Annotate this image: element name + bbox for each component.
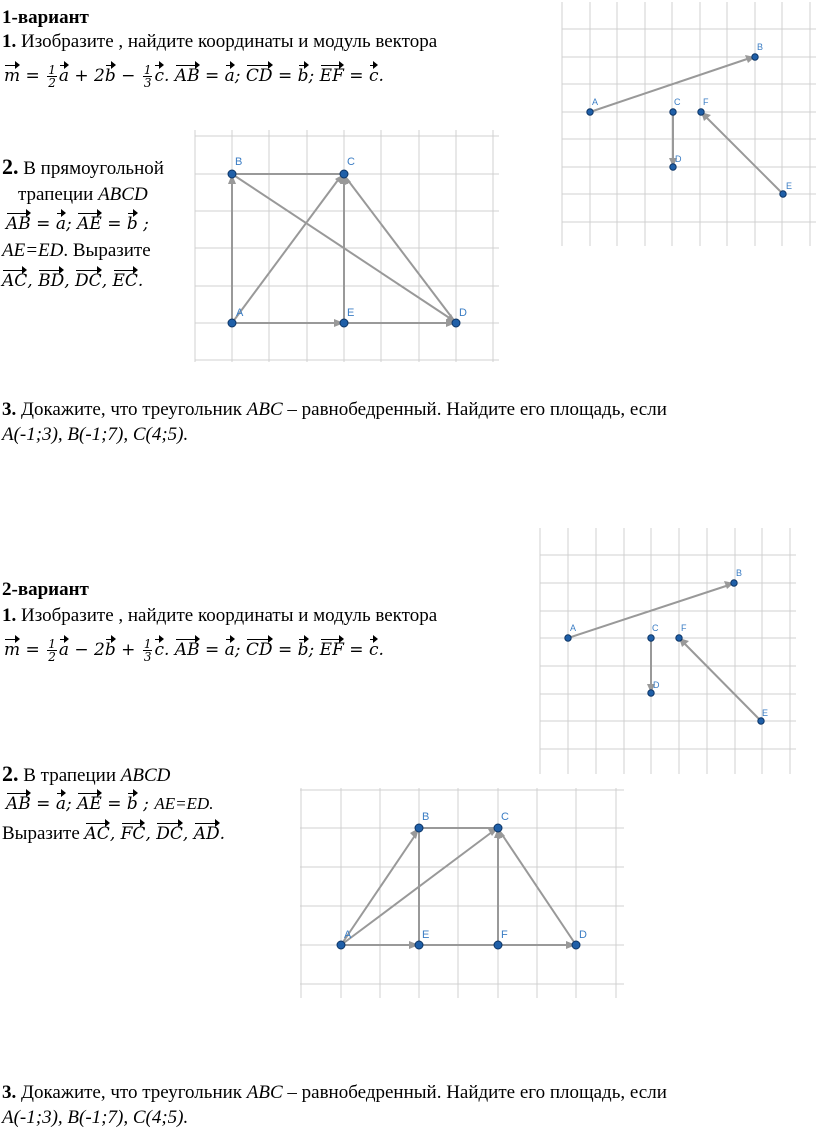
v2-semi2: ; (308, 640, 315, 660)
v1-semi1: ; (234, 66, 241, 86)
v1t-point-C (340, 170, 348, 178)
v1-task3-text2: – равнобедренный. Найдите его площадь, если (287, 399, 667, 420)
v1-tail: . (163, 66, 175, 86)
v2-vec-b: b (104, 640, 116, 660)
v2-frac1-num: 1 (48, 637, 56, 651)
v1t-label-C: C (347, 156, 355, 168)
v2-vec-c: c (154, 640, 164, 660)
v1f-label-D: D (675, 154, 682, 164)
v1f-vector-EF (704, 115, 783, 194)
v1-vec-EF: EF (319, 66, 344, 86)
v1t-vector-DC (347, 179, 456, 323)
v1-t2-vec-AE: AE (77, 214, 102, 234)
v1-task3-number: 3. (2, 399, 17, 420)
v2-t2-aeed: AE=ED. (154, 794, 214, 813)
v2f-label-F: F (681, 623, 687, 633)
v2t-point-C (494, 824, 502, 832)
v2t-label-F: F (501, 929, 508, 941)
v2-minus: − (74, 640, 89, 660)
v2-eq: = (25, 640, 40, 660)
v2f-point-C (648, 635, 654, 641)
v2-task3-text2: – равнобедренный. Найдите его площадь, если (287, 1082, 667, 1103)
v2-t2-vec-a: a (55, 794, 66, 814)
v1-t2-vec-EC: EC (112, 271, 138, 291)
v1-minus: − (121, 66, 136, 86)
v2-frac2-den: 3 (143, 650, 152, 664)
v2-vec-c2: c (368, 640, 379, 660)
v2-task1-formula (4, 638, 384, 663)
v2-coef2: 2 (94, 640, 105, 660)
v1-vec-c: c (154, 66, 164, 86)
v1f-point-F (698, 109, 704, 115)
v2t-label-A: A (344, 929, 352, 941)
v2-eq-ab: = (204, 640, 220, 660)
v1-task2-line4 (2, 239, 151, 263)
variant1-heading: 1-вариант (2, 7, 89, 28)
v1f-label-B: B (757, 42, 764, 52)
v2-task1-text (2, 604, 437, 628)
v2-t2-vec-FC: FC (120, 824, 146, 844)
v2-vec-CD: CD (245, 640, 273, 660)
v1f-point-E (780, 191, 786, 197)
v2-eq-ef: = (349, 640, 364, 660)
v1-semi2: ; (308, 66, 315, 86)
v2-vectors-figure (540, 528, 796, 774)
v1-eq-cd: = (277, 66, 293, 86)
v2f-point-D (648, 690, 654, 696)
v1-vec-b2: b (297, 66, 309, 86)
v1t-vector-AC (232, 180, 338, 323)
v2-tail: . (163, 640, 175, 660)
v2t-point-F (494, 941, 502, 949)
v1-frac2 (143, 64, 153, 89)
v2-task2-line2: AB = a; AE = b ; AE=ED. (6, 794, 214, 814)
variant2-heading: 2-вариант (2, 579, 89, 600)
v2-trapezoid-figure (300, 788, 624, 998)
v2t-point-E (415, 941, 423, 949)
v2t-point-A (337, 941, 345, 949)
v1f-vector-AB (590, 58, 750, 112)
v2-task3-coords: A(-1;3), B(-1;7), C(4;5). (2, 1107, 189, 1128)
v1-vec-a2: a (224, 66, 235, 86)
v2-task2-abcd: ABCD (120, 765, 171, 786)
v2-task2-line1 (2, 762, 170, 788)
v1t-vector-BD (232, 174, 451, 319)
v2-vec-EF: EF (319, 640, 344, 660)
v2-eq-cd: = (277, 640, 293, 660)
v1-frac2-den: 3 (143, 76, 152, 90)
v1-task3-coords: A(-1;3), B(-1;7), C(4;5). (2, 424, 189, 445)
v2f-label-E: E (762, 708, 769, 718)
v2-semi1: ; (234, 640, 241, 660)
v1t-point-A (228, 319, 236, 327)
v2-plus: + (121, 640, 136, 660)
v2-t2-vec-AB: AB (6, 794, 31, 814)
v1-trapezoid-figure (195, 130, 499, 362)
v1-t2-vec-DC: DC (75, 271, 102, 291)
v1-dot: . (378, 66, 384, 86)
v2t-point-D (572, 941, 580, 949)
v1t-label-A: A (236, 307, 244, 319)
v1-vectors-figure (562, 2, 816, 246)
v1-frac1 (47, 64, 57, 89)
v1-vec-m: m (4, 66, 21, 86)
v1-frac1-num: 1 (48, 63, 56, 77)
v2-t2-vec-b: b (126, 794, 138, 814)
v1-task2-abcd: ABCD (98, 184, 148, 205)
v2f-label-A: A (570, 623, 577, 633)
v1-task2-line5: AC, BD, DC, EC. (2, 271, 144, 291)
v2-frac2-num: 1 (143, 637, 152, 651)
v1-task1-text (2, 30, 437, 54)
v1-task3-text1: Докажите, что треугольник (21, 399, 243, 420)
v1f-point-C (670, 109, 676, 115)
v1-frac1-den: 2 (48, 76, 56, 90)
v2-vec-AB: AB (174, 640, 200, 660)
v2-t2-vec-AD: AD (193, 824, 220, 844)
v1-vec-c2: c (368, 66, 379, 86)
v1-vec-a: a (58, 66, 69, 86)
v2f-point-B (731, 580, 737, 586)
v2-task3-number: 3. (2, 1082, 17, 1103)
v2-task1-statement: Изобразите , найдите координаты и модуль вектора (21, 605, 438, 626)
v2t-vector-AC (341, 832, 492, 945)
v1-task1-statement: Изобразите , найдите координаты и модуль вектора (21, 31, 438, 52)
v1-t2-aeed: AE=ED (2, 240, 64, 261)
v2-t2-express: Выразите (2, 823, 80, 844)
v2-frac1-den: 2 (48, 650, 56, 664)
v2-dot: . (378, 640, 384, 660)
v1f-label-A: A (592, 97, 599, 107)
v1-task3-line1 (2, 398, 667, 422)
v1f-label-C: C (674, 97, 681, 107)
v1-vec-CD: CD (245, 66, 273, 86)
v1f-point-A (587, 109, 593, 115)
v2f-label-D: D (653, 680, 660, 690)
v1-eq-ef: = (349, 66, 364, 86)
v2-vec-b2: b (297, 640, 309, 660)
v2t-vector-DC (501, 833, 576, 945)
v1t-label-D: D (459, 307, 467, 319)
v1-eq-ab: = (204, 66, 220, 86)
v1-t2-vec-a: a (55, 214, 66, 234)
v2f-point-F (676, 635, 682, 641)
v1-vec-AB: AB (174, 66, 200, 86)
v1t-point-E (340, 319, 348, 327)
v2t-label-E: E (422, 929, 430, 941)
v2-t2-vec-DC: DC (156, 824, 183, 844)
v1-task2-line1 (2, 155, 164, 181)
v2-t2-vec-AE: AE (77, 794, 102, 814)
v1-t2-vec-AB: AB (6, 214, 31, 234)
v1-plus: + (74, 66, 89, 86)
v2-t2-vec-AC: AC (84, 824, 110, 844)
v1f-point-D (670, 164, 676, 170)
v1t-label-E: E (347, 307, 355, 319)
v2f-vector-EF (682, 641, 761, 721)
v1-task1-number: 1. (2, 31, 17, 52)
v2-task2-line3: Выразите AC, FC, DC, AD. (2, 823, 226, 844)
v1t-point-D (452, 319, 460, 327)
v2t-vector-AB (341, 834, 416, 945)
v1-task3-abc: ABC (246, 399, 283, 420)
v2-vec-a: a (58, 640, 69, 660)
v2t-label-C: C (501, 811, 509, 823)
v1t-label-B: B (235, 156, 243, 168)
v2-vec-a2: a (224, 640, 235, 660)
v1-task2-l1: В прямоугольной (23, 158, 164, 179)
v2-task1-number: 1. (2, 605, 17, 626)
v2t-label-D: D (579, 929, 587, 941)
v1-vec-b: b (104, 66, 116, 86)
v2-task3-line1 (2, 1081, 667, 1105)
v1-eq: = (25, 66, 40, 86)
v1-coef2: 2 (94, 66, 105, 86)
v1-t2-vec-BD: BD (38, 271, 65, 291)
v2-vec-m: m (4, 640, 21, 660)
v2-task2-number: 2. (2, 761, 19, 786)
v1-frac2-num: 1 (143, 63, 152, 77)
v1-t2-express: . Выразите (63, 240, 151, 261)
v1-task2-number: 2. (2, 154, 19, 179)
v1t-point-B (228, 170, 236, 178)
v2-task3-abc: ABC (246, 1082, 283, 1103)
v2f-point-E (758, 718, 764, 724)
v1f-label-F: F (703, 97, 709, 107)
v2-task2-l1: В трапеции (23, 765, 116, 786)
v2-frac1 (47, 638, 57, 663)
v1-task2-l2: трапеции (18, 184, 94, 205)
v2t-label-B: B (422, 811, 430, 823)
v2f-point-A (565, 635, 571, 641)
v1-task2-line2 (18, 183, 148, 207)
v1-t2-vec-AC: AC (2, 271, 28, 291)
v2-frac2 (143, 638, 153, 663)
v1-task2-line3: AB = a; AE = b ; (6, 214, 149, 234)
v1f-label-E: E (786, 181, 793, 191)
v2f-label-B: B (736, 568, 743, 578)
v2-task3-text1: Докажите, что треугольник (21, 1082, 243, 1103)
v1f-point-B (752, 54, 758, 60)
v1-task1-formula (4, 64, 384, 89)
v2f-label-C: C (652, 623, 659, 633)
v1-t2-vec-b: b (126, 214, 138, 234)
v2t-point-B (415, 824, 423, 832)
